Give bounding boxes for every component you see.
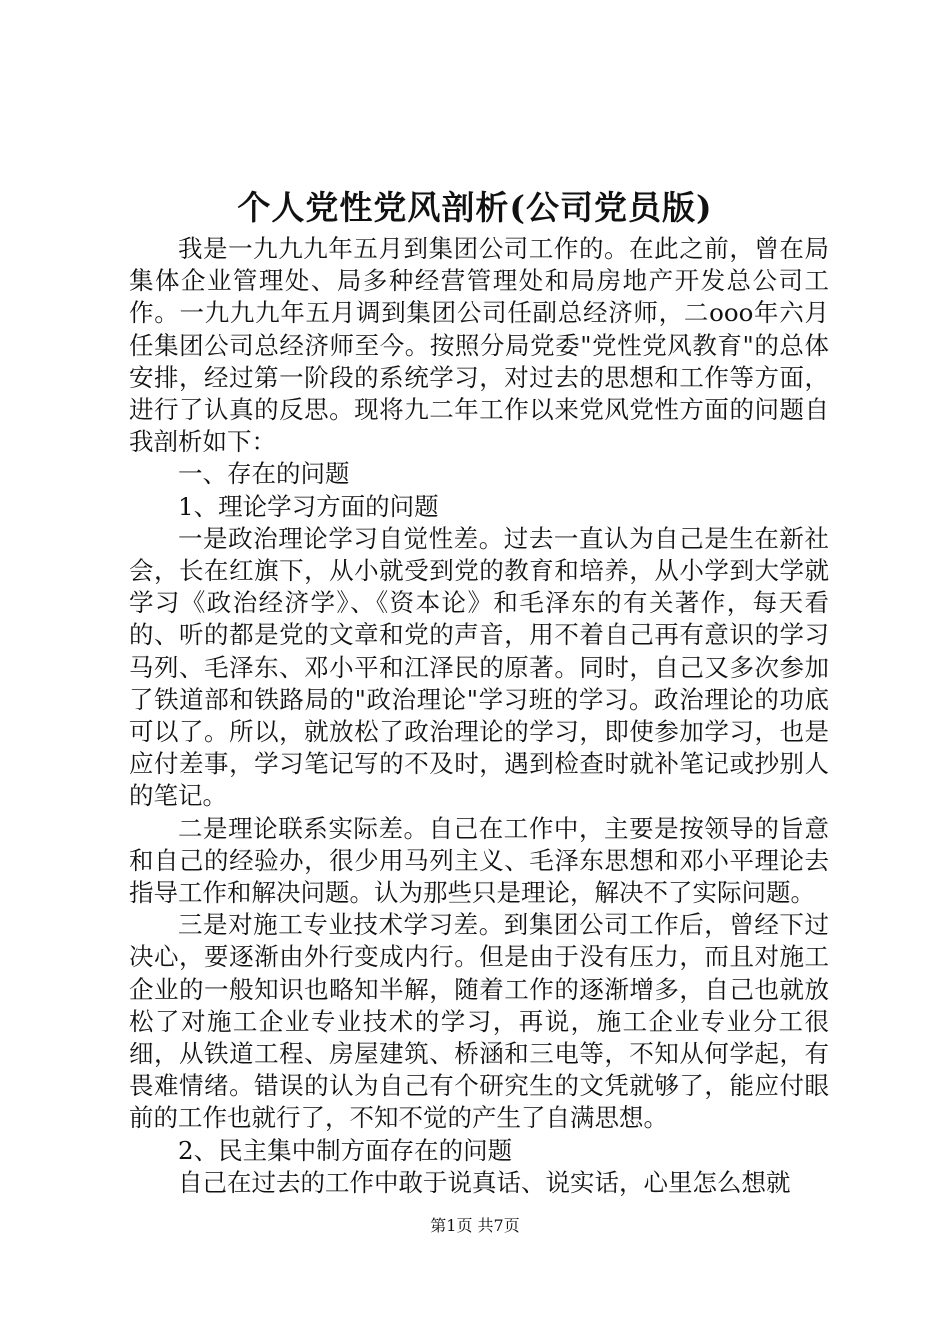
paragraph-democratic-centralism: 自己在过去的工作中敢于说真话、说实话，心里怎么想就 [178,1167,791,1197]
page-number-footer: 第1页 共7页 [430,1216,520,1235]
subsection-heading-theory-study: 1、理论学习方面的问题 [178,491,439,521]
subsection-heading-democratic-centralism: 2、民主集中制方面存在的问题 [178,1135,513,1165]
section-heading-problems: 一、存在的问题 [178,459,350,489]
document-title: 个人党性党风剖析(公司党员版) [237,188,713,227]
paragraph-political-theory: 一是政治理论学习自觉性差。过去一直认为自己是生在新社会，长在红旗下，从小就受到党的教育和培养，从小学到大学就学习《政治经济学》、《资本论》和毛泽东的有关著作，每天看的、听的都是党的文章和党的声音，用不着自己再有意识的学习马列、毛泽东、邓小平和江泽民的原著。同时，自己又多次参加了铁道部和铁路局的"政治理论"学习班的学习。政治理论的功底可以了。所以，就放松了政治理论的学习，即使参加学习，也是应付差事，学习笔记写的不及时，遇到检查时就补笔记或抄别人的笔记。 [129,523,829,811]
paragraph-technical-study: 三是对施工专业技术学习差。到集团公司工作后，曾经下过决心，要逐渐由外行变成内行。但是由于没有压力，而且对施工企业的一般知识也略知半解，随着工作的逐渐增多，自己也就放松了对施工企业专业技术的学习，再说，施工企业专业分工很细，从铁道工程、房屋建筑、桥涵和三电等，不知从何学起，有畏难情绪。错误的认为自己有个研究生的文凭就够了，能应付眼前的工作也就行了，不知不觉的产生了自满思想。 [129,910,829,1133]
document-body [129,233,829,1199]
paragraph-intro: 我是一九九九年五月到集团公司工作的。在此之前，曾在局集体企业管理处、局多种经营管理处和局房地产开发总公司工作。一九九九年五月调到集团公司任副总经济师，二ooo年六月任集团公司总经济师至今。按照分局党委"党性党风教育"的总体安排，经过第一阶段的系统学习，对过去的思想和工作等方面，进行了认真的反思。现将九二年工作以来党风党性方面的问题自我剖析如下： [129,234,829,457]
paragraph-theory-practice: 二是理论联系实际差。自己在工作中，主要是按领导的旨意和自己的经验办，很少用马列主义、毛泽东思想和邓小平理论去指导工作和解决问题。认为那些只是理论，解决不了实际问题。 [129,813,829,908]
